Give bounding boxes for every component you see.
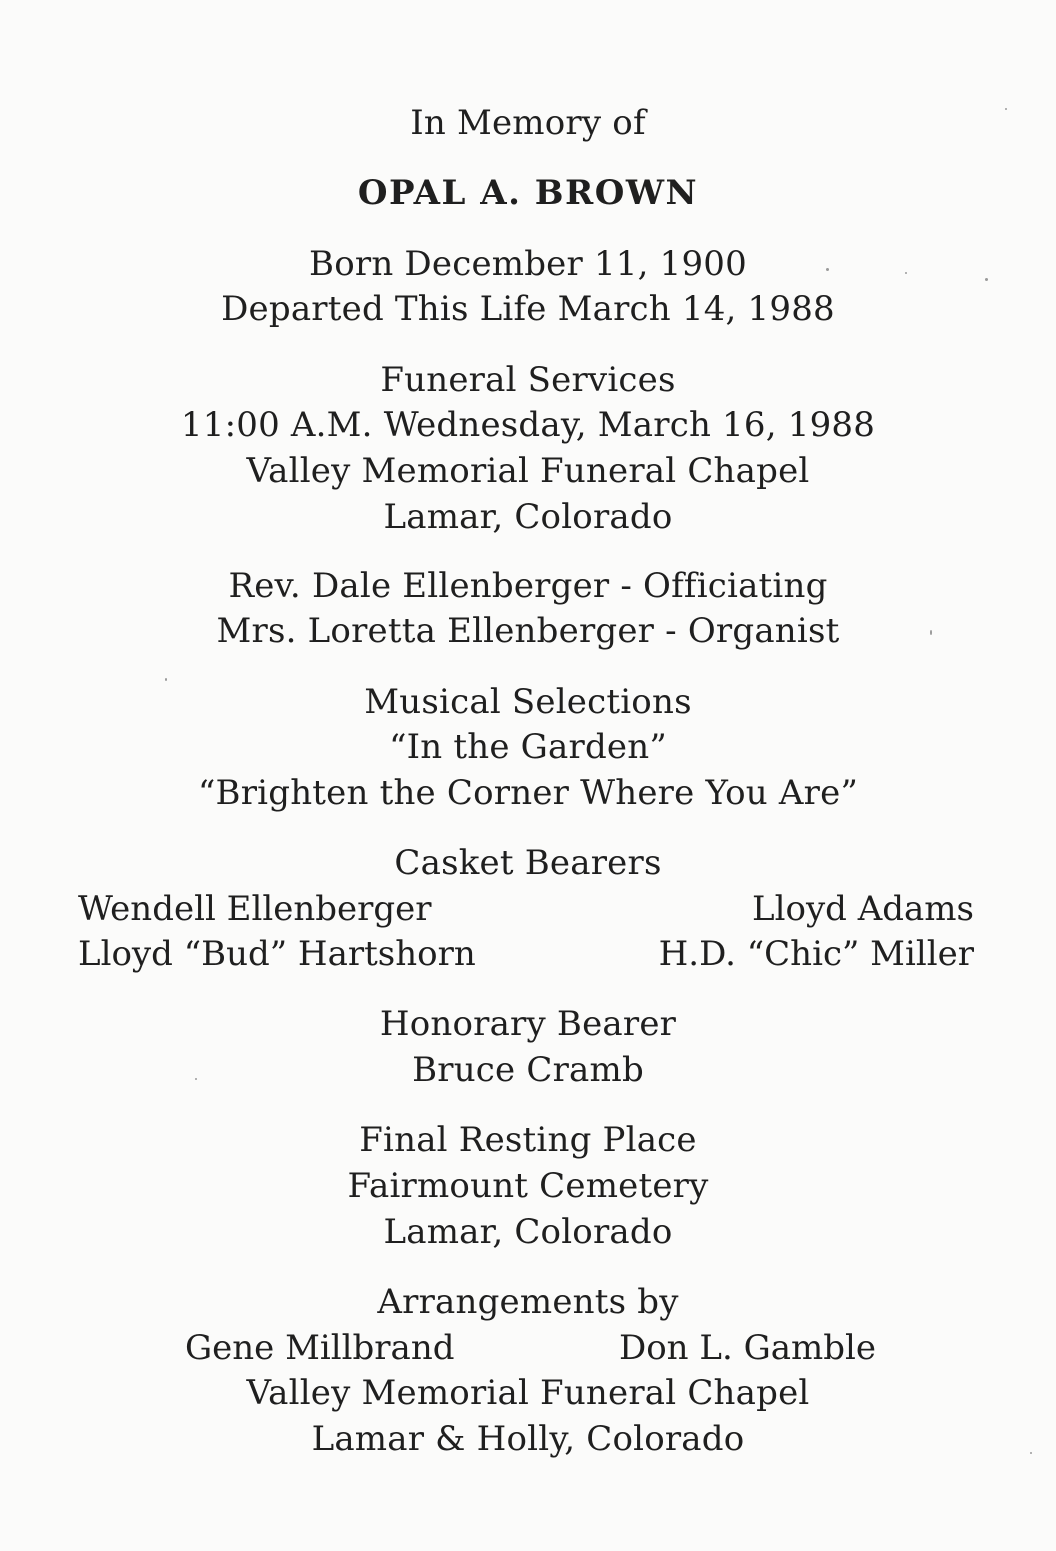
services-place: Valley Memorial Funeral Chapel — [246, 451, 810, 491]
song-item: “In the Garden” — [389, 727, 667, 767]
paper-speck — [985, 278, 988, 281]
resting-place-title: Final Resting Place — [359, 1120, 697, 1160]
honorary-name: Bruce Cramb — [412, 1050, 644, 1090]
casket-bearer: Wendell Ellenberger — [78, 889, 432, 929]
deceased-name: OPAL A. BROWN — [357, 173, 699, 213]
casket-bearers-title: Casket Bearers — [394, 843, 662, 883]
services-time: 11:00 A.M. Wednesday, March 16, 1988 — [180, 405, 876, 445]
arrangements-chapel: Valley Memorial Funeral Chapel — [246, 1373, 810, 1413]
paper-speck — [1030, 1452, 1032, 1454]
arranger: Don L. Gamble — [618, 1328, 876, 1368]
organist: Mrs. Loretta Ellenberger - Organist — [216, 611, 840, 651]
song-item: “Brighten the Corner Where You Are” — [197, 773, 859, 813]
honorary-title: Honorary Bearer — [379, 1004, 677, 1044]
services-title: Funeral Services — [380, 360, 676, 400]
casket-bearer: Lloyd Adams — [752, 889, 974, 929]
casket-bearer: H.D. “Chic” Miller — [658, 934, 974, 974]
card-heading: In Memory of — [410, 103, 646, 143]
death-date: Departed This Life March 14, 1988 — [221, 289, 835, 329]
arrangements-cities: Lamar & Holly, Colorado — [311, 1419, 745, 1459]
paper-speck — [165, 678, 167, 681]
casket-bearer: Lloyd “Bud” Hartshorn — [78, 934, 476, 974]
paper-speck — [905, 272, 907, 274]
cemetery-city: Lamar, Colorado — [383, 1212, 673, 1252]
arranger: Gene Millbrand — [185, 1328, 455, 1368]
services-city: Lamar, Colorado — [383, 497, 673, 537]
officiating: Rev. Dale Ellenberger - Officiating — [228, 566, 828, 606]
paper-speck — [930, 630, 932, 635]
music-title: Musical Selections — [364, 682, 692, 722]
paper-speck — [195, 1078, 197, 1080]
birth-date: Born December 11, 1900 — [309, 244, 747, 284]
cemetery-name: Fairmount Cemetery — [347, 1166, 709, 1206]
paper-speck — [826, 268, 829, 271]
paper-speck — [1005, 108, 1007, 110]
arrangements-title: Arrangements by — [377, 1282, 679, 1322]
